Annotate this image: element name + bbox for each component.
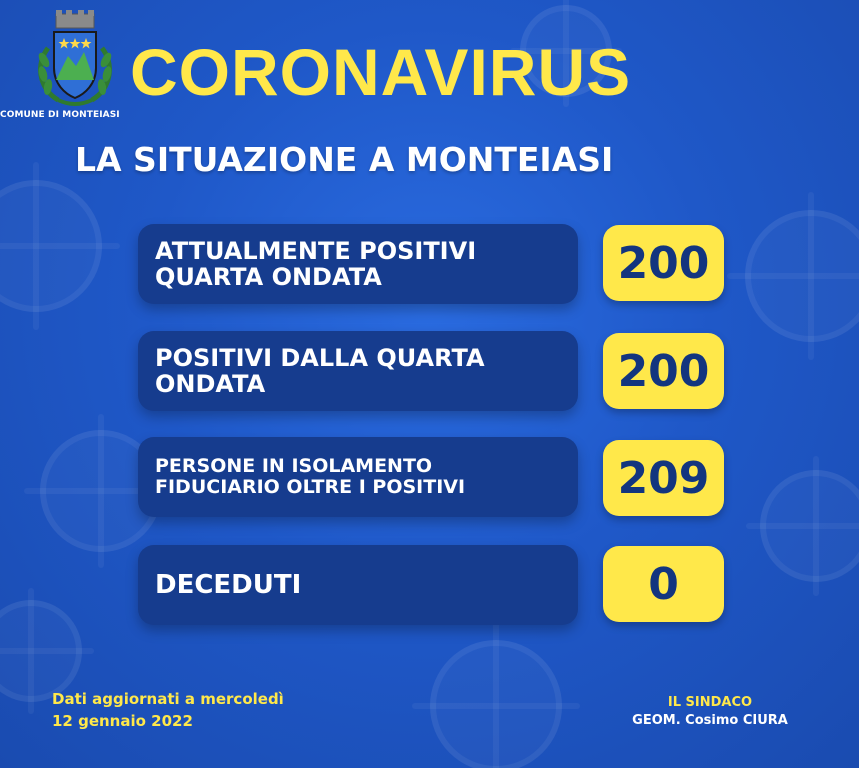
stat-row-label [138,331,578,411]
signature-role: IL SINDACO [667,695,753,710]
stat-value [603,546,724,622]
update-note [52,688,352,732]
virus-decoration [745,210,859,342]
signature-block [590,694,830,730]
update-line-2: 12 gennaio 2022 [52,712,193,730]
virus-decoration [430,640,562,768]
stat-label: POSITIVI DALLA QUARTA ONDATA [155,343,485,398]
crest-caption: COMUNE DI MONTEIASI [0,110,120,120]
virus-decoration [760,470,859,582]
stat-value [603,440,724,516]
municipal-crest-icon [30,8,120,108]
stat-value-text: 200 [617,237,710,289]
stat-label: PERSONE IN ISOLAMENTO FIDUCIARIO OLTRE I POSITIVI [155,455,466,498]
update-line-1: Dati aggiornati a mercoledì [52,690,284,708]
stat-label: ATTUALMENTE POSITIVI QUARTA ONDATA [155,236,477,291]
stat-row-label [138,545,578,625]
stat-label: DECEDUTI [155,569,302,600]
stat-value [603,333,724,409]
stat-value-text: 0 [648,558,679,610]
virus-decoration [0,600,82,702]
stat-value [603,225,724,301]
signature-name: GEOM. Cosimo CIURA [632,713,788,728]
page-subtitle: LA SITUAZIONE A MONTEIASI [75,140,614,179]
virus-decoration [0,180,102,312]
stat-row-label [138,437,578,517]
page-title: CORONAVIRUS [130,35,632,109]
stat-value-text: 200 [617,345,710,397]
stat-value-text: 209 [617,452,710,504]
stat-row-label [138,224,578,304]
